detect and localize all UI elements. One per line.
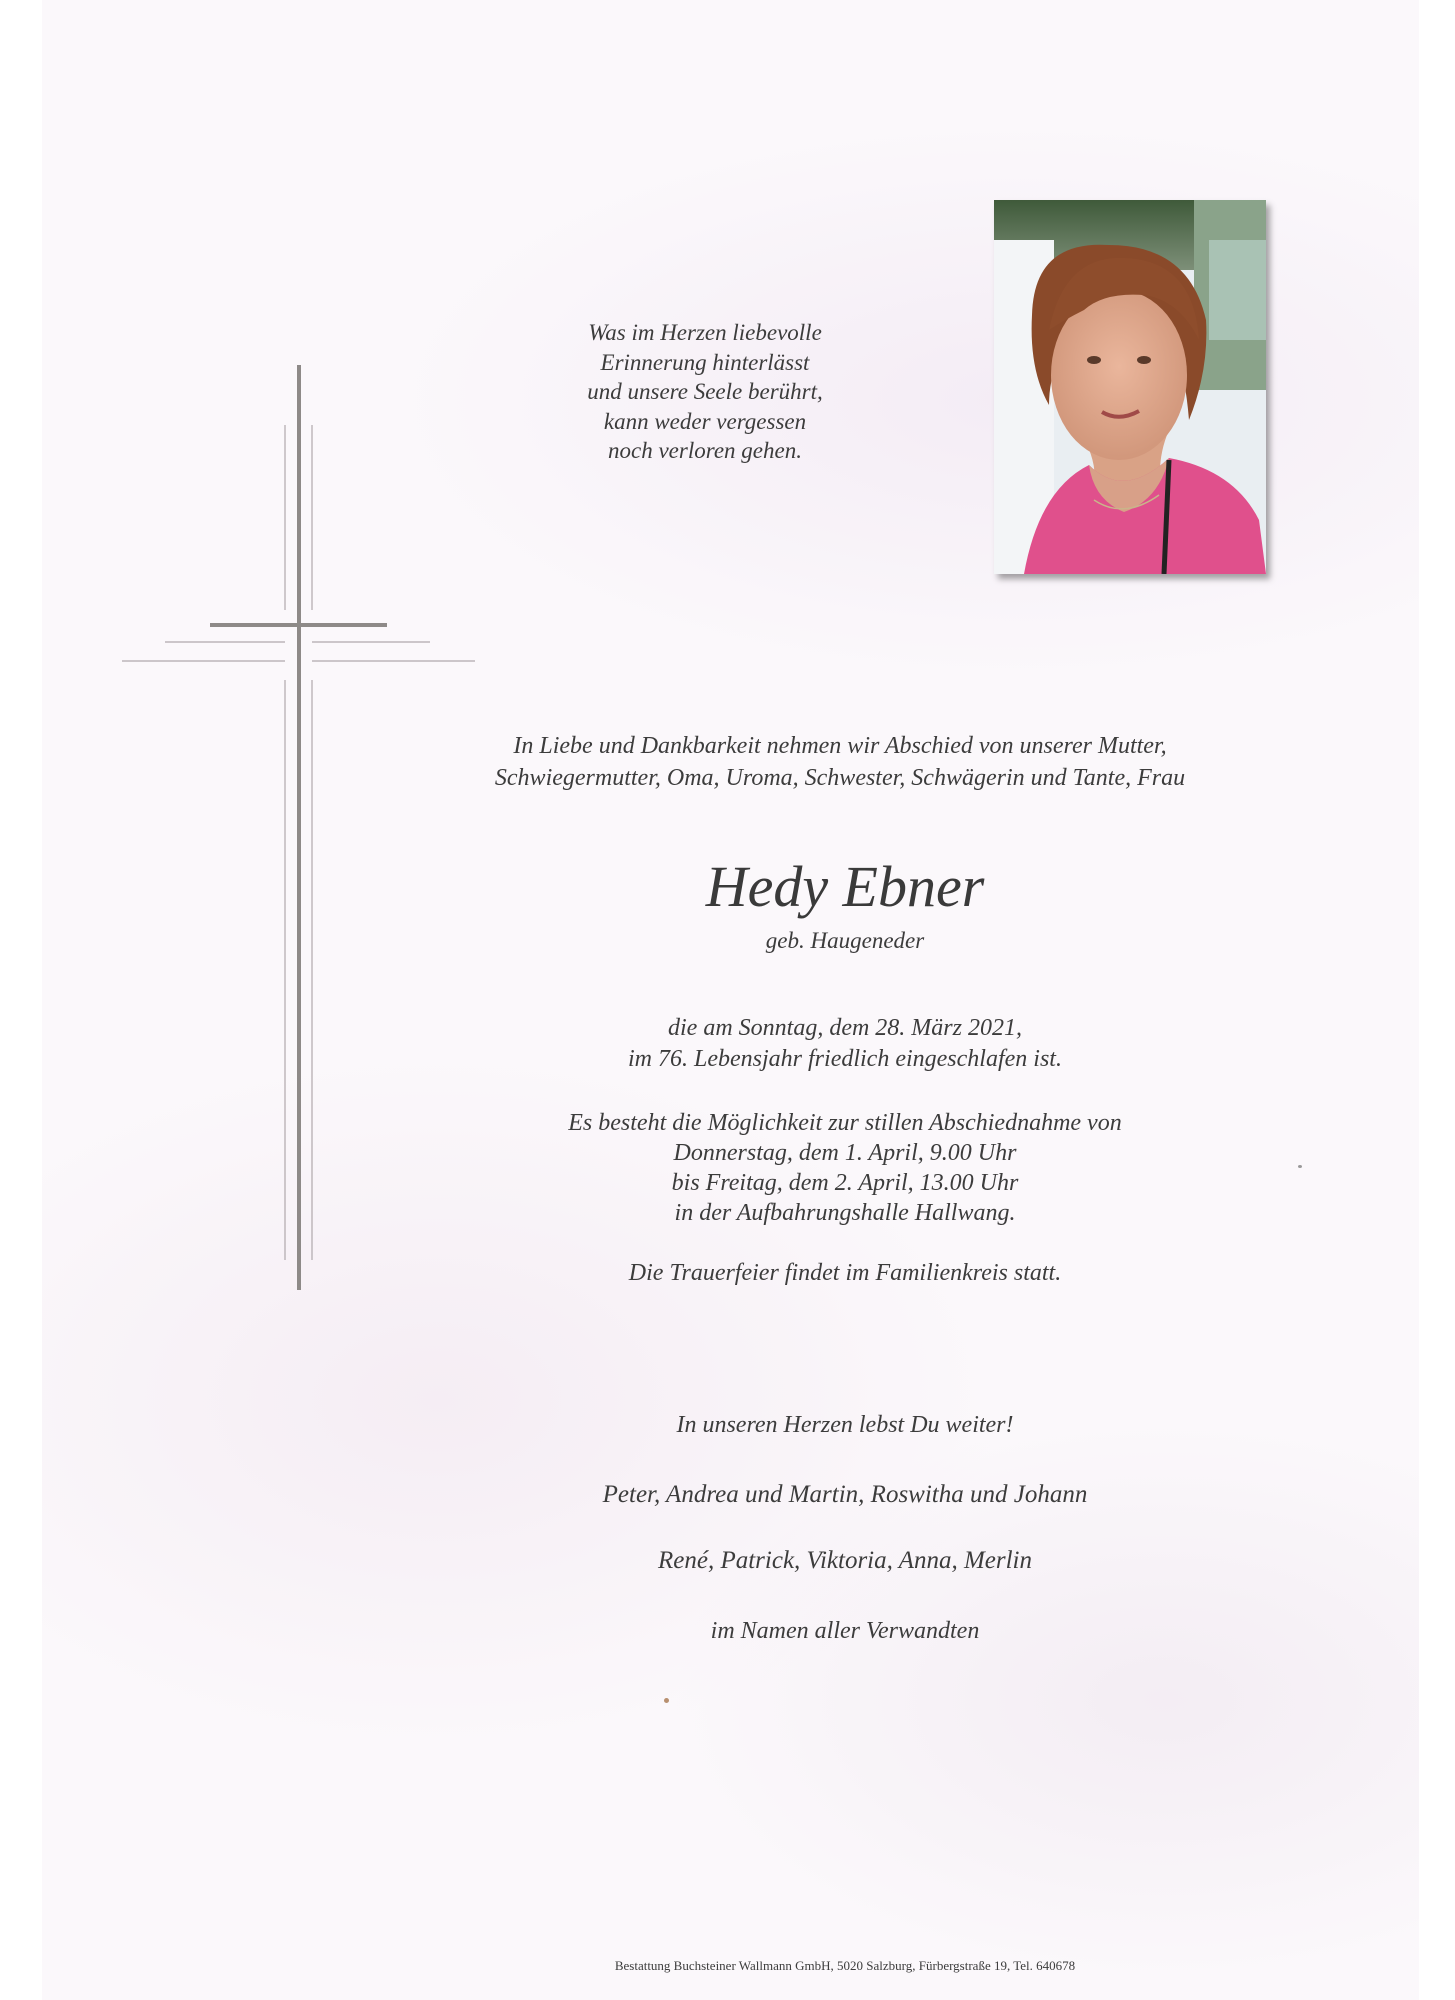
quote-line: Was im Herzen liebevolle (588, 320, 822, 345)
farewell-line: in der Aufbahrungshalle Hallwang. (674, 1200, 1016, 1226)
funeral-home-footer: Bestattung Buchsteiner Wallmann GmbH, 5020 Salzburg, Fürbergstraße 19, Tel. 640678 (614, 1958, 1076, 1973)
relatives-note: im Namen aller Verwandten (710, 1618, 980, 1644)
intro-line: Schwiegermutter, Oma, Uroma, Schwester, Schwägerin und Tante, Frau (494, 765, 1186, 791)
death-line: im 76. Lebensjahr friedlich eingeschlafen ist. (628, 1046, 1062, 1072)
quote-line: Erinnerung hinterlässt (600, 349, 810, 375)
ceremony-note: Die Trauerfeier findet im Familienkreis statt. (628, 1260, 1062, 1286)
farewell-line: Donnerstag, dem 1. April, 9.00 Uhr (673, 1140, 1017, 1166)
farewell-line: Es besteht die Möglichkeit zur stillen Abschiednahme von (568, 1110, 1122, 1136)
family-names-line1: Peter, Andrea und Martin, Roswitha und Johann (602, 1481, 1088, 1508)
death-line: die am Sonntag, dem 28. März 2021, (668, 1015, 1022, 1041)
portrait-photo (994, 200, 1266, 574)
quote-line: noch verloren gehen. (608, 438, 802, 463)
intro-text (440, 730, 1240, 794)
farewell-info (480, 1108, 1210, 1228)
cross-icon (0, 0, 500, 1300)
farewell-line: bis Freitag, dem 2. April, 13.00 Uhr (671, 1170, 1019, 1196)
scan-speck (664, 1698, 669, 1703)
family-names-line2: René, Patrick, Viktoria, Anna, Merlin (658, 1547, 1032, 1574)
quote-line: kann weder vergessen (603, 408, 807, 434)
right-margin (1419, 0, 1455, 2000)
scan-speck (1298, 1165, 1302, 1168)
deceased-name: Hedy Ebner (705, 854, 985, 919)
birth-name: geb. Haugeneder (765, 928, 925, 953)
memorial-motto: In unseren Herzen lebst Du weiter! (676, 1412, 1014, 1438)
quote-line: und unsere Seele berührt, (587, 379, 823, 404)
intro-line: In Liebe und Dankbarkeit nehmen wir Abschied von unserer Mutter, (513, 733, 1167, 759)
memorial-quote (505, 318, 905, 466)
portrait-photo-icon (994, 200, 1266, 574)
death-notice (500, 1013, 1190, 1075)
